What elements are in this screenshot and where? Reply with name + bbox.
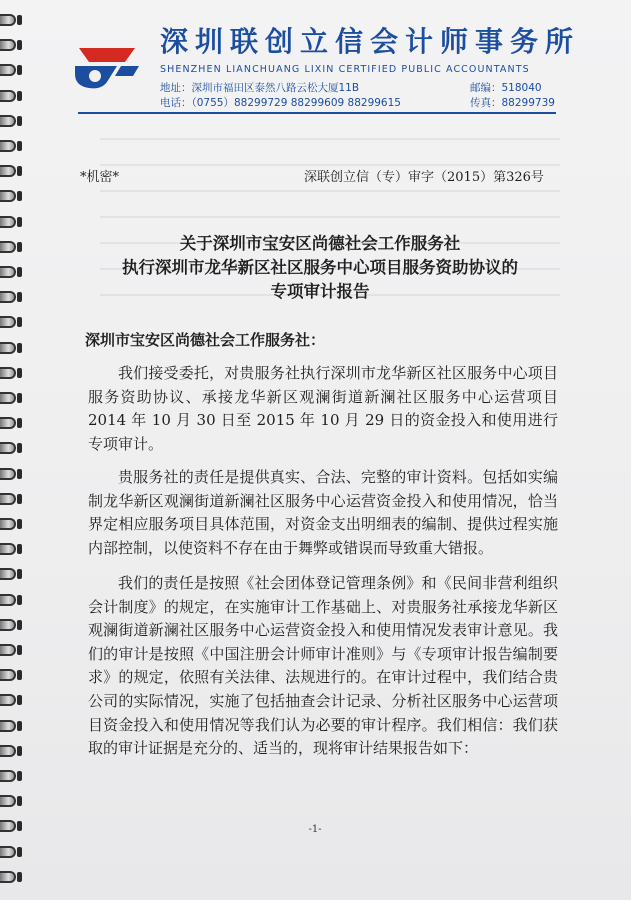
binding-ring [0,140,16,152]
spiral-binding [0,0,24,900]
report-title-line-1: 关于深圳市宝安区尚德社会工作服务社 [179,234,461,253]
firm-name-chinese: 深圳联创立信会计师事务所 [160,25,581,58]
binding-hole [17,595,22,605]
binding-ring [0,64,16,76]
binding-hole [17,343,22,353]
binding-hole [17,217,22,227]
binding-hole [17,91,22,101]
binding-hole [17,620,22,630]
binding-hole [17,519,22,529]
body-paragraph-2: 贵服务社的责任是提供真实、合法、完整的审计资料。包括如实编制龙华新区观澜街道新澜社区服务中心运营资金投入和使用情况，恰当界定相应服务项目具体范围，对资金支出明细表的编制、提供过程实施内部控制，以使资料不存在由于舞弊或错误而导致重大错报。 [88,468,558,557]
binding-ring [0,417,16,429]
binding-hole [17,695,22,705]
binding-ring [0,820,16,832]
binding-ring [0,216,16,228]
firm-logo-icon [73,44,141,92]
page-number: -1- [308,824,322,835]
binding-hole [17,393,22,403]
report-title-line-3: 专项审计报告 [270,282,370,301]
binding-ring [0,518,16,530]
firm-postcode: 邮编：518040 [470,82,542,94]
binding-hole [17,15,22,25]
binding-hole [17,670,22,680]
binding-hole [17,796,22,806]
binding-hole [17,141,22,151]
binding-hole [17,494,22,504]
binding-ring [0,14,16,26]
binding-ring [0,165,16,177]
document-number: 深联创立信（专）审字（2015）第326号 [304,170,544,185]
binding-hole [17,65,22,75]
binding-hole [17,645,22,655]
binding-hole [17,872,22,882]
binding-ring [0,442,16,454]
binding-ring [0,493,16,505]
binding-hole [17,191,22,201]
binding-ring [0,846,16,858]
binding-hole [17,544,22,554]
binding-hole [17,469,22,479]
binding-ring [0,871,16,883]
body-paragraph-1: 我们接受委托，对贵服务社执行深圳市龙华新区社区服务中心项目服务资助协议、承接龙华新区观澜街道新澜社区服务中心运营项目 2014 年 10 月 30 日至 2015 年 10 月 29 日的资金投入和使用进行专项审计。 [88,364,558,453]
binding-hole [17,267,22,277]
binding-ring [0,90,16,102]
firm-fax: 传真：88299739 [470,97,555,109]
binding-hole [17,317,22,327]
binding-ring [0,39,16,51]
firm-name-english: SHENZHEN LIANCHUANG LIXIN CERTIFIED PUBLIC ACCOUNTANTS [160,64,530,75]
binding-hole [17,418,22,428]
binding-hole [17,771,22,781]
binding-ring [0,619,16,631]
binding-hole [17,242,22,252]
firm-address: 地址：深圳市福田区泰然八路云松大厦11B [160,82,360,94]
binding-ring [0,669,16,681]
body-paragraph-3: 我们的责任是按照《社会团体登记管理条例》和《民间非营利组织会计制度》的规定，在实施审计工作基础上、对贵服务社承接龙华新区观澜街道新澜社区服务中心运营资金投入和使用情况发表审计意见。我们的审计是按照《中国注册会计师审计准则》与《专项审计报告编制要求》的规定，依照有关法律、法规进行的。在审计过程中，我们结合贵公司的实际情况，实施了包括抽查会计记录、分析社区服务中心运营项目资金投入和使用情况等我们认为必要的审计程序。我们相信：我们获取的审计证据是充分的、适当的，现将审计结果报告如下： [88,574,558,758]
binding-ring [0,795,16,807]
binding-ring [0,770,16,782]
confidential-mark: *机密* [80,170,120,185]
binding-ring [0,291,16,303]
report-title-line-2: 执行深圳市龙华新区社区服务中心项目服务资助协议的 [122,258,518,277]
letterhead-divider [78,112,556,114]
binding-ring [0,342,16,354]
binding-hole [17,569,22,579]
binding-ring [0,115,16,127]
binding-ring [0,367,16,379]
binding-hole [17,292,22,302]
binding-hole [17,821,22,831]
binding-ring [0,694,16,706]
binding-hole [17,847,22,857]
binding-ring [0,392,16,404]
binding-hole [17,368,22,378]
binding-ring [0,644,16,656]
firm-phone: 电话：（0755）88299729 88299609 88299615 [160,97,401,109]
binding-ring [0,720,16,732]
binding-ring [0,745,16,757]
binding-ring [0,190,16,202]
binding-ring [0,266,16,278]
binding-ring [0,568,16,580]
binding-hole [17,40,22,50]
binding-hole [17,116,22,126]
binding-ring [0,543,16,555]
binding-hole [17,746,22,756]
binding-ring [0,241,16,253]
addressee: 深圳市宝安区尚德社会工作服务社： [85,331,326,349]
binding-hole [17,721,22,731]
binding-ring [0,316,16,328]
binding-hole [17,443,22,453]
binding-hole [17,166,22,176]
binding-ring [0,468,16,480]
binding-ring [0,594,16,606]
